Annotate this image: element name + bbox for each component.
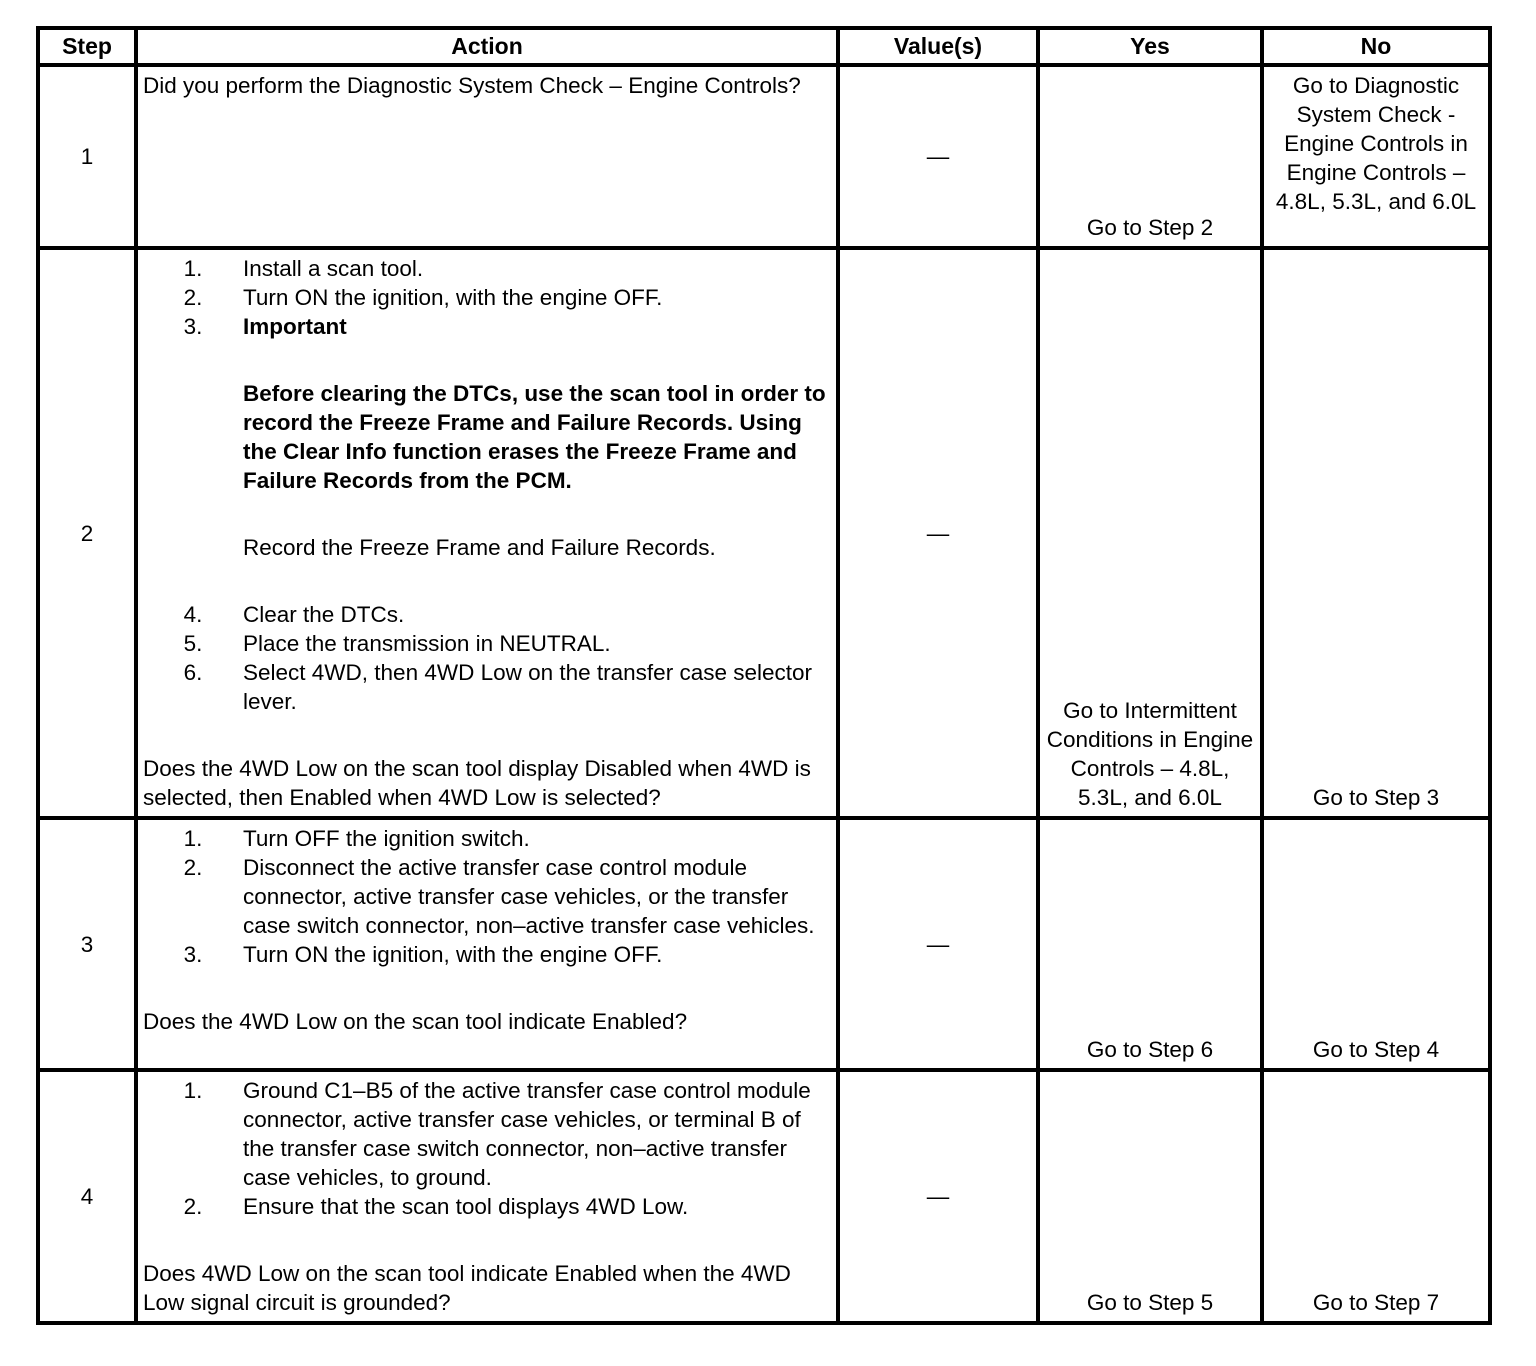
table-row	[38, 65, 1490, 248]
item-number: 6.	[183, 660, 203, 685]
list-item	[143, 312, 831, 341]
action-cell	[136, 65, 838, 248]
action-question: Does 4WD Low on the scan tool indicate Enabled when the 4WD Low signal circuit is grounded?	[143, 1261, 791, 1315]
item-number: 1.	[183, 256, 203, 281]
value-cell: —	[838, 248, 1038, 818]
header-values: Value(s)	[838, 28, 1038, 65]
action-question: Does the 4WD Low on the scan tool display Disabled when 4WD is selected, then Enabled when 4WD Low is selected?	[143, 756, 811, 810]
yes-cell: Go to Intermittent Conditions in Engine Controls – 4.8L, 5.3L, and 6.0L	[1038, 248, 1262, 818]
no-cell: Go to Step 7	[1262, 1070, 1490, 1323]
header-step: Step	[38, 28, 136, 65]
spacer	[143, 969, 831, 1007]
spacer	[143, 495, 831, 533]
item-number: 3.	[183, 942, 203, 967]
no-cell: Go to Step 4	[1262, 818, 1490, 1070]
list-item	[143, 254, 831, 283]
step-number: 4	[38, 1070, 136, 1323]
item-number: 5.	[183, 631, 203, 656]
list-item	[143, 629, 831, 658]
action-cell	[136, 1070, 838, 1323]
no-cell: Go to Step 3	[1262, 248, 1490, 818]
step-number: 1	[38, 65, 136, 248]
item-text: Disconnect the active transfer case control module connector, active transfer case vehicles, or the transfer case switch connector, non–active transfer case vehicles.	[243, 855, 815, 938]
list-item	[143, 824, 831, 853]
list-item	[143, 940, 831, 969]
yes-cell: Go to Step 5	[1038, 1070, 1262, 1323]
header-action: Action	[136, 28, 838, 65]
item-text: Turn OFF the ignition switch.	[243, 826, 530, 851]
table-row	[38, 1070, 1490, 1323]
value-cell: —	[838, 1070, 1038, 1323]
item-text: Place the transmission in NEUTRAL.	[243, 631, 611, 656]
table-row	[38, 248, 1490, 818]
item-text: Turn ON the ignition, with the engine OFF.	[243, 942, 663, 967]
list-item	[143, 1076, 831, 1192]
diagnostic-table	[36, 26, 1492, 1325]
list-item	[143, 283, 831, 312]
important-label: Important	[243, 314, 347, 339]
action-cell	[136, 818, 838, 1070]
diagnostic-table-container	[36, 26, 1488, 1325]
list-item	[143, 600, 831, 629]
item-text: Ground C1–B5 of the active transfer case control module connector, active transfer case vehicles, or terminal B of the transfer case switch connector, non–active transfer case vehicles, to ground.	[243, 1078, 811, 1190]
header-yes: Yes	[1038, 28, 1262, 65]
item-text: Install a scan tool.	[243, 256, 424, 281]
item-number: 1.	[183, 826, 203, 851]
header-no: No	[1262, 28, 1490, 65]
header-row	[38, 28, 1490, 65]
list-item	[143, 658, 831, 716]
item-number: 2.	[183, 855, 203, 880]
item-number: 3.	[183, 314, 203, 339]
step-number: 3	[38, 818, 136, 1070]
spacer	[143, 341, 831, 379]
item-number: 4.	[183, 602, 203, 627]
table-row	[38, 818, 1490, 1070]
item-text: Turn ON the ignition, with the engine OFF.	[243, 285, 663, 310]
important-note: Before clearing the DTCs, use the scan tool in order to record the Freeze Frame and Failure Records. Using the Clear Info function erases the Freeze Frame and Failure Records from the PCM.	[243, 381, 826, 493]
item-text: Ensure that the scan tool displays 4WD Low.	[243, 1194, 689, 1219]
spacer	[143, 716, 831, 754]
value-cell: —	[838, 818, 1038, 1070]
spacer	[143, 1221, 831, 1259]
item-number: 1.	[183, 1078, 203, 1103]
action-cell	[136, 248, 838, 818]
list-item	[143, 1192, 831, 1221]
no-cell: Go to Diagnostic System Check - Engine Controls in Engine Controls – 4.8L, 5.3L, and 6.0L	[1262, 65, 1490, 248]
step-number: 2	[38, 248, 136, 818]
yes-cell: Go to Step 2	[1038, 65, 1262, 248]
important-action: Record the Freeze Frame and Failure Records.	[243, 535, 716, 560]
spacer	[143, 562, 831, 600]
list-item	[143, 853, 831, 940]
item-text: Clear the DTCs.	[243, 602, 405, 627]
action-question: Does the 4WD Low on the scan tool indicate Enabled?	[143, 1009, 688, 1034]
action-question: Did you perform the Diagnostic System Check – Engine Controls?	[143, 73, 801, 98]
item-number: 2.	[183, 285, 203, 310]
item-text: Select 4WD, then 4WD Low on the transfer case selector lever.	[243, 660, 813, 714]
yes-cell: Go to Step 6	[1038, 818, 1262, 1070]
item-number: 2.	[183, 1194, 203, 1219]
value-cell: —	[838, 65, 1038, 248]
